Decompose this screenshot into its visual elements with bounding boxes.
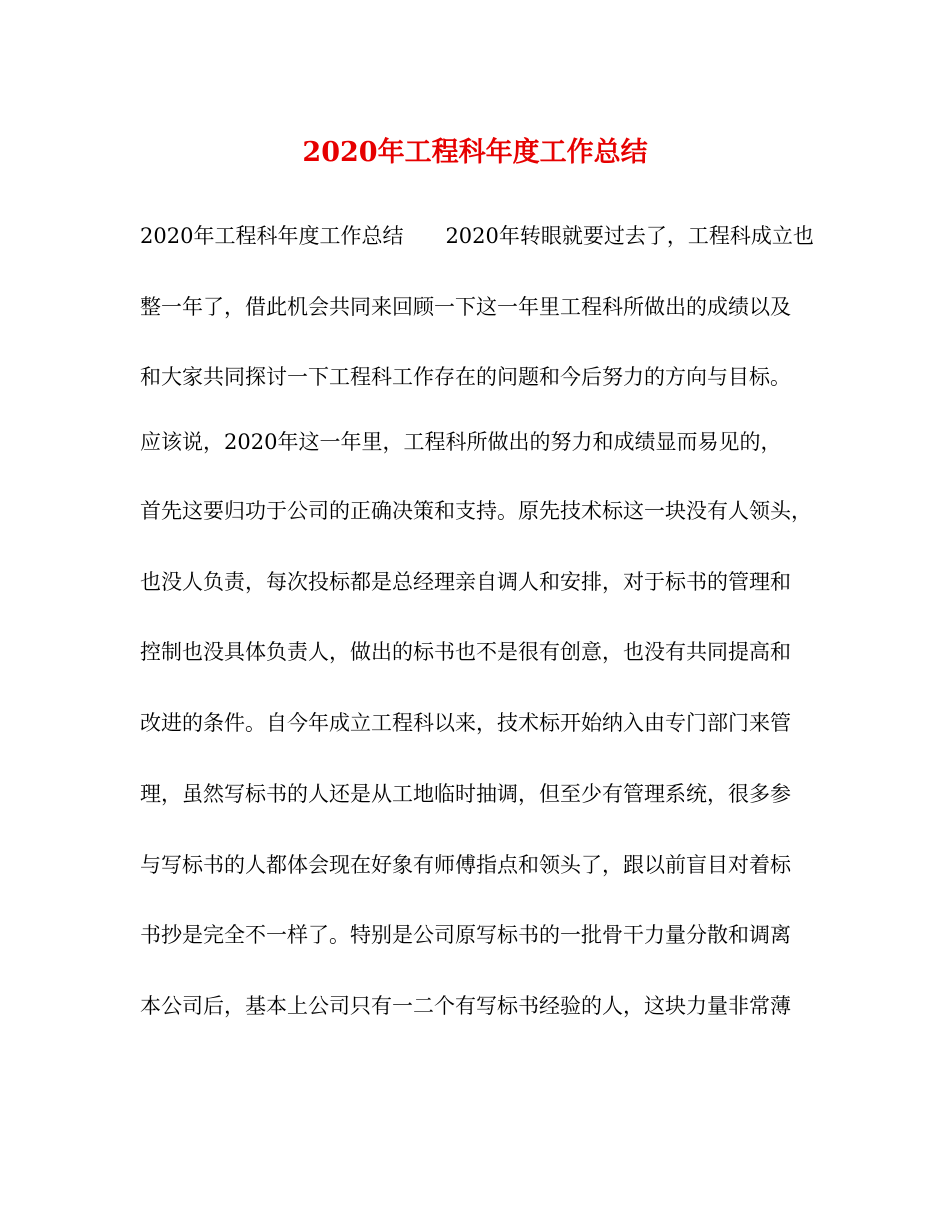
body-line: 书抄是完全不一样了。特别是公司原写标书的一批骨干力量分散和调离 xyxy=(140,923,791,947)
body-line: 理，虽然写标书的人还是从工地临时抽调，但至少有管理系统，很多参 xyxy=(140,782,791,806)
body-line: 首先这要归功于公司的正确决策和支持。原先技术标这一块没有人领头， xyxy=(140,499,812,523)
body-line: 控制也没具体负责人，做出的标书也不是很有创意，也没有共同提高和 xyxy=(140,640,791,664)
body-line: 和大家共同探讨一下工程科工作存在的问题和今后努力的方向与目标。 xyxy=(140,365,791,389)
body-line: 本公司后，基本上公司只有一二个有写标书经验的人，这块力量非常薄 xyxy=(140,994,791,1018)
body-line: 也没人负责，每次投标都是总经理亲自调人和安排，对于标书的管理和 xyxy=(140,570,791,594)
document-title: 2020年工程科年度工作总结 xyxy=(302,137,648,168)
body-line: 2020年工程科年度工作总结 2020年转眼就要过去了，工程科成立也 xyxy=(140,224,814,248)
body-line: 应该说，2020年这一年里，工程科所做出的努力和成绩显而易见的， xyxy=(140,430,782,454)
body-line: 整一年了，借此机会共同来回顾一下这一年里工程科所做出的成绩以及 xyxy=(140,295,791,319)
body-line: 改进的条件。自今年成立工程科以来，技术标开始纳入由专门部门来管 xyxy=(140,711,791,735)
body-line: 与写标书的人都体会现在好象有师傅指点和领头了，跟以前盲目对着标 xyxy=(140,853,791,877)
